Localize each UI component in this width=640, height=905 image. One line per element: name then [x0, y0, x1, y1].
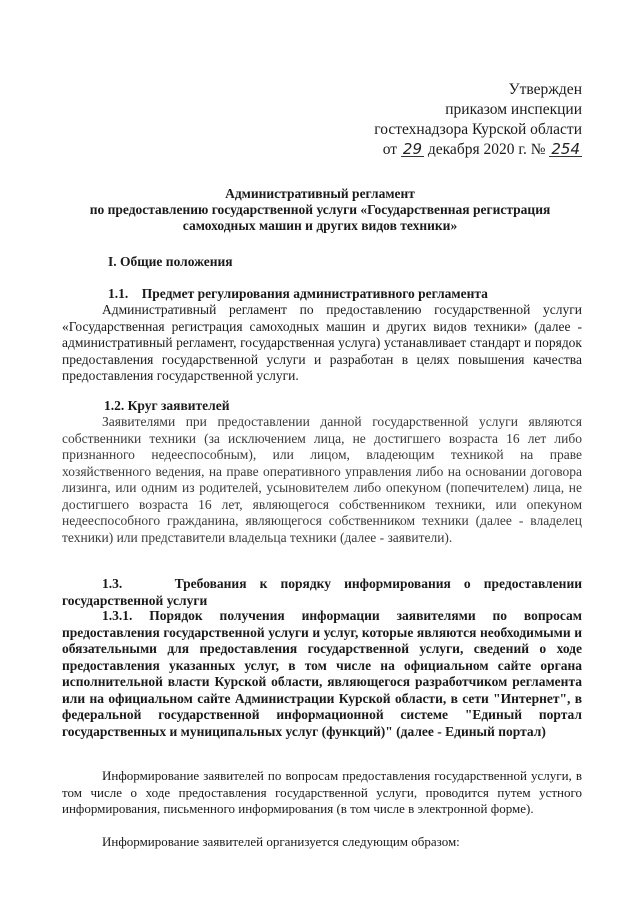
handwritten-number: 254	[551, 140, 580, 158]
date-text: декабря 2020 г. №	[427, 141, 546, 158]
approval-date-line	[374, 140, 582, 160]
approval-line-1: Утвержден	[508, 81, 582, 98]
subsection-1-1-text: Административный регламент по предоставлению государственной услуги «Государственная регистрация самоходных машин и других видов техники» (далее - административный регламент, государственная услуга) устанавливает стандарт и порядок предоставления государственной услуги и разработан в целях повышения качества предоставления государственной услуги.	[62, 302, 582, 383]
title-line-1: Административный регламент	[225, 186, 415, 201]
approval-line-3: гостехнадзора Курской области	[374, 121, 582, 138]
approval-block	[374, 80, 582, 160]
section-heading: I. Общие положения	[108, 254, 233, 269]
subsection-1-2-text: Заявителями при предоставлении данной государственной услуги являются собственники техники (за исключением лица, не достигшего возраста 16 лет либо признанного недееспособным), или лицом, владеющим техникой на праве хозяйственного ведения, на праве оперативного управления либо на основании договора лизинга, или одним из родителей, усыновителем либо опекуном (попечителем) лица, не достигшего возраста 16 лет, являющегося собственником техники, или опекуном недееспособного гражданина, являющегося собственником техники (далее - владелец техники) или представители владельца техники (далее - заявители).	[62, 414, 582, 545]
paragraph-organization: Информирование заявителей организуется следующим образом:	[102, 834, 460, 849]
subsection-1-3-1-heading: 1.3.1. Порядок получения информации заявителями по вопросам предоставления государственной услуги и услуг, которые являются необходимыми и обязательными для предоставления государственной услуги, сведений о ходе предоставления указанных услуг, в том числе на официальном сайте органа исполнительной власти Курской области, являющегося разработчиком регламента или на официальном сайте Администрации Курской области, в сети "Интернет", в федеральной государственной информационной системе "Единый портал государственных и муниципальных услуг (функций)" (далее - Единый портал)	[62, 608, 582, 739]
title-line-3: самоходных машин и других видов техники»	[182, 218, 458, 233]
document-title	[60, 186, 580, 234]
handwritten-day: 29	[402, 140, 422, 158]
date-prefix: от	[382, 141, 398, 158]
approval-line-2: приказом инспекции	[445, 101, 582, 118]
subsection-1-3-heading: 1.3. Требования к порядку информирования о предоставлении государственной услуги	[62, 576, 586, 608]
title-line-2: по предоставлению государственной услуги «Государственная регистрация	[89, 202, 551, 217]
paragraph-informing: Информирование заявителей по вопросам предоставления государственной услуги, в том числе о ходе предоставления государственной услуги, проводится путем устного информирования, письменного информирования (в том числе в электронной форме).	[62, 768, 582, 816]
subsection-1-1-heading: 1.1. Предмет регулирования административного регламента	[108, 286, 488, 301]
subsection-1-2-heading: 1.2. Круг заявителей	[104, 398, 230, 413]
